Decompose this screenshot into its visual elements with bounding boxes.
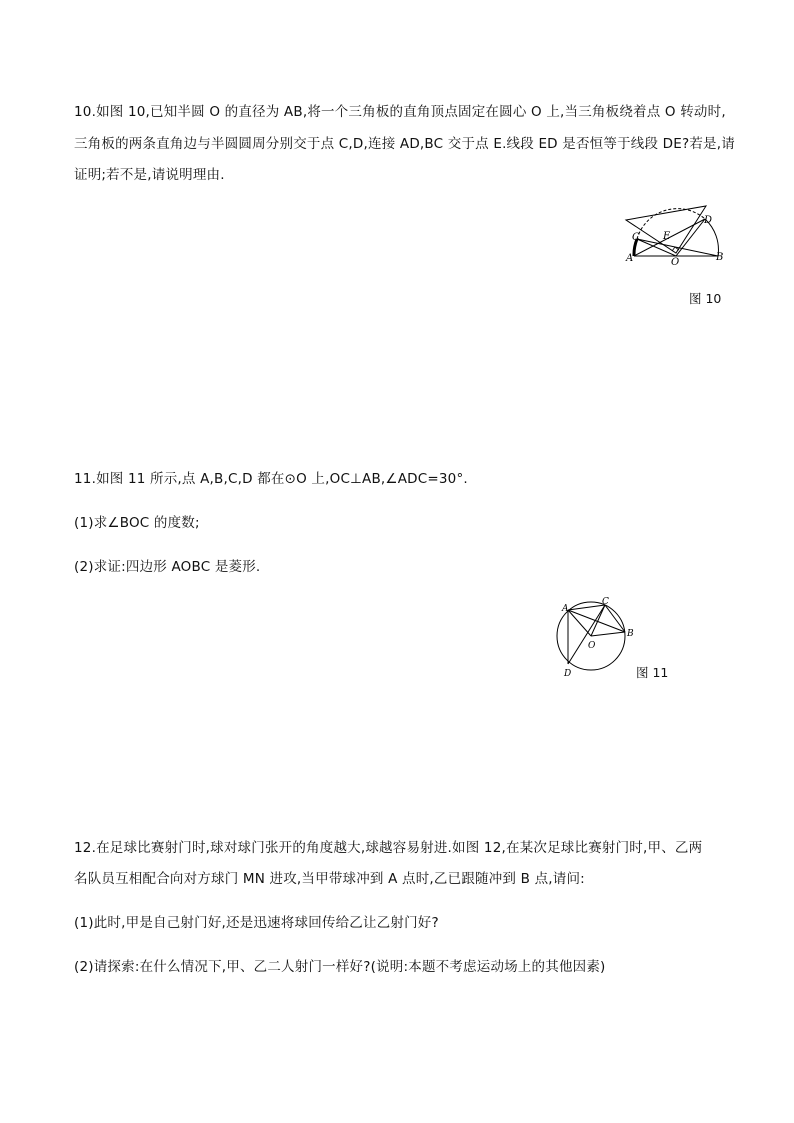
problem-11-line-3: (2)求证:四边形 AOBC 是菱形.: [74, 559, 261, 575]
label-D: D: [564, 669, 572, 679]
label-O: O: [588, 641, 596, 651]
label-A: A: [562, 604, 569, 614]
label-C: C: [602, 597, 609, 607]
figure-11-caption: 图 11: [636, 665, 669, 680]
problem-10-line-1: 10.如图 10,已知半圆 O 的直径为 AB,将一个三角板的直角顶点固定在圆心 O 上,当三角板绕着点 O 转动时,: [74, 104, 726, 120]
problem-10-line-2: 三角板的两条直角边与半圆圆周分别交于点 C,D,连接 AD,BC 交于点 E.线段 ED 是否恒等于线段 DE?若是,请: [74, 136, 735, 152]
label-O: O: [671, 257, 680, 267]
label-E: E: [663, 231, 671, 242]
label-C: C: [632, 232, 640, 243]
problem-12-line-1: 12.在足球比赛射门时,球对球门张开的角度越大,球越容易射进.如图 12,在某次足球比赛射门时,甲、乙两: [74, 840, 703, 856]
problem-11-line-2: (1)求∠BOC 的度数;: [74, 515, 200, 531]
figure-10: [624, 205, 734, 267]
label-A: A: [626, 253, 634, 264]
label-B: B: [716, 252, 724, 263]
figure-11: [548, 596, 638, 682]
problem-12-line-3: (1)此时,甲是自己射门好,还是迅速将球回传给乙让乙射门好?: [74, 915, 439, 931]
label-D: D: [704, 215, 713, 226]
problem-11-line-1: 11.如图 11 所示,点 A,B,C,D 都在⊙O 上,OC⊥AB,∠ADC=30°.: [74, 471, 468, 487]
figure-10-caption: 图 10: [689, 291, 722, 306]
label-B: B: [627, 629, 634, 639]
problem-12-line-2: 名队员互相配合向对方球门 MN 进攻,当甲带球冲到 A 点时,乙已跟随冲到 B 点,请问:: [74, 871, 585, 887]
problem-10-line-3: 证明;若不是,请说明理由.: [74, 167, 225, 183]
problem-12-line-4: (2)请探索:在什么情况下,甲、乙二人射门一样好?(说明:本题不考虑运动场上的其他因素): [74, 959, 606, 975]
